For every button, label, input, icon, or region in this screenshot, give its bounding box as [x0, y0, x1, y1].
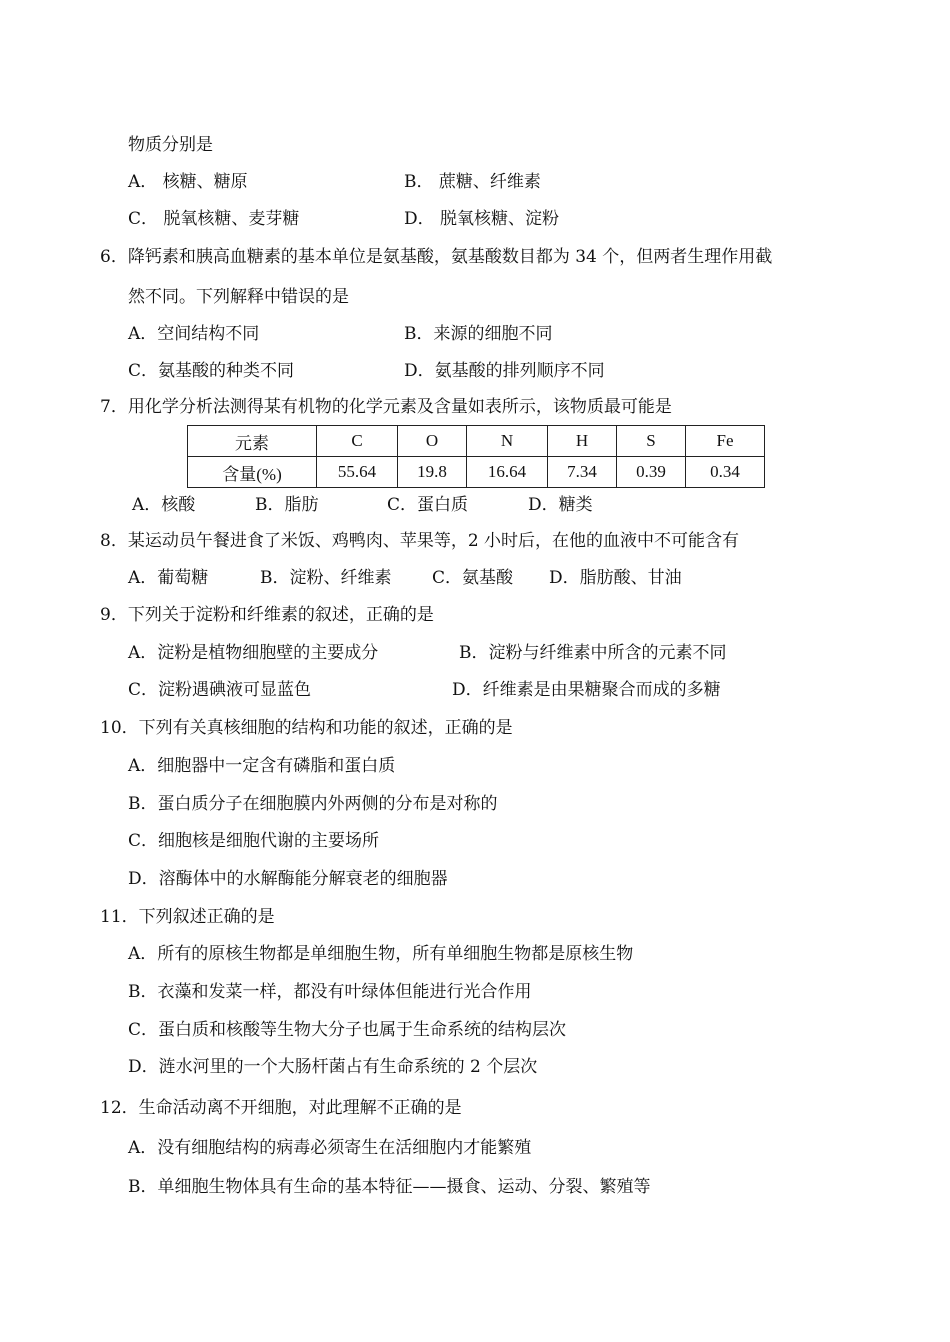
- q7-option-d: D．糖类: [528, 495, 593, 515]
- q9-option-c: C．淀粉遇碘液可显蓝色: [128, 680, 312, 700]
- table-cell: O: [398, 426, 467, 457]
- table-cell: 19.8: [398, 457, 467, 488]
- q7-stem: 7．用化学分析法测得某有机物的化学元素及含量如表所示，该物质最可能是: [100, 397, 672, 417]
- q8-stem: 8．某运动员午餐进食了米饭、鸡鸭肉、苹果等，2 小时后，在他的血液中不可能含有: [100, 531, 740, 551]
- q7-option-b: B．脂肪: [255, 495, 319, 515]
- table-header-row: [188, 426, 765, 457]
- table-cell: 含量(%): [188, 457, 317, 488]
- q11-option-c: C．蛋白质和核酸等生物大分子也属于生命系统的结构层次: [128, 1020, 567, 1040]
- q5-option-c: C． 脱氧核糖、麦芽糖: [128, 209, 300, 229]
- table-cell: C: [317, 426, 398, 457]
- q9-option-a: A．淀粉是植物细胞壁的主要成分: [128, 643, 379, 663]
- table-cell: 元素: [188, 426, 317, 457]
- q6-option-c: C．氨基酸的种类不同: [128, 361, 295, 381]
- q12-option-b: B．单细胞生物体具有生命的基本特征——摄食、运动、分裂、繁殖等: [128, 1177, 651, 1197]
- q11-stem: 11．下列叙述正确的是: [100, 907, 275, 927]
- q10-stem: 10．下列有关真核细胞的结构和功能的叙述，正确的是: [100, 718, 513, 738]
- q11-option-a: A．所有的原核生物都是单细胞生物，所有单细胞生物都是原核生物: [128, 944, 634, 964]
- q9-option-b: B．淀粉与纤维素中所含的元素不同: [459, 643, 727, 663]
- q7-option-c: C．蛋白质: [387, 495, 469, 515]
- q7-option-a: A．核酸: [132, 495, 196, 515]
- table-cell: 16.64: [467, 457, 548, 488]
- q12-option-a: A．没有细胞结构的病毒必须寄生在活细胞内才能繁殖: [128, 1138, 532, 1158]
- q12-stem: 12．生命活动离不开细胞，对此理解不正确的是: [100, 1098, 462, 1118]
- q6-stem-line1: 6．降钙素和胰高血糖素的基本单位是氨基酸，氨基酸数目都为 34 个，但两者生理作用截: [100, 247, 773, 267]
- q6-option-b: B．来源的细胞不同: [404, 324, 553, 344]
- q6-option-d: D．氨基酸的排列顺序不同: [404, 361, 605, 381]
- q9-option-d: D．纤维素是由果糖聚合而成的多糖: [452, 680, 721, 700]
- q10-option-c: C．细胞核是细胞代谢的主要场所: [128, 831, 380, 851]
- q5-option-d: D． 脱氧核糖、淀粉: [404, 209, 560, 229]
- q8-option-d: D．脂肪酸、甘油: [549, 568, 682, 588]
- q10-option-d: D．溶酶体中的水解酶能分解衰老的细胞器: [128, 869, 448, 889]
- q6-stem-line2: 然不同。下列解释中错误的是: [128, 287, 349, 307]
- table-cell: H: [548, 426, 617, 457]
- element-content-table: [187, 425, 765, 488]
- table-cell: 0.34: [686, 457, 765, 488]
- q5-option-b: B． 蔗糖、纤维素: [404, 172, 541, 192]
- q5-stem-continuation: 物质分别是: [128, 135, 213, 155]
- q11-option-b: B．衣藻和发菜一样，都没有叶绿体但能进行光合作用: [128, 982, 532, 1002]
- table-cell: N: [467, 426, 548, 457]
- q9-stem: 9．下列关于淀粉和纤维素的叙述，正确的是: [100, 605, 434, 625]
- table-cell: 0.39: [617, 457, 686, 488]
- table-row: [188, 457, 765, 488]
- table-cell: 55.64: [317, 457, 398, 488]
- q6-option-a: A．空间结构不同: [128, 324, 260, 344]
- table-cell: Fe: [686, 426, 765, 457]
- table-cell: S: [617, 426, 686, 457]
- q5-option-a: A． 核糖、糖原: [128, 172, 248, 192]
- q8-option-b: B．淀粉、纤维素: [260, 568, 392, 588]
- q8-option-c: C．氨基酸: [432, 568, 514, 588]
- table-cell: 7.34: [548, 457, 617, 488]
- q8-option-a: A．葡萄糖: [128, 568, 209, 588]
- q10-option-a: A．细胞器中一定含有磷脂和蛋白质: [128, 756, 396, 776]
- q10-option-b: B．蛋白质分子在细胞膜内外两侧的分布是对称的: [128, 794, 498, 814]
- q11-option-d: D．涟水河里的一个大肠杆菌占有生命系统的 2 个层次: [128, 1057, 538, 1077]
